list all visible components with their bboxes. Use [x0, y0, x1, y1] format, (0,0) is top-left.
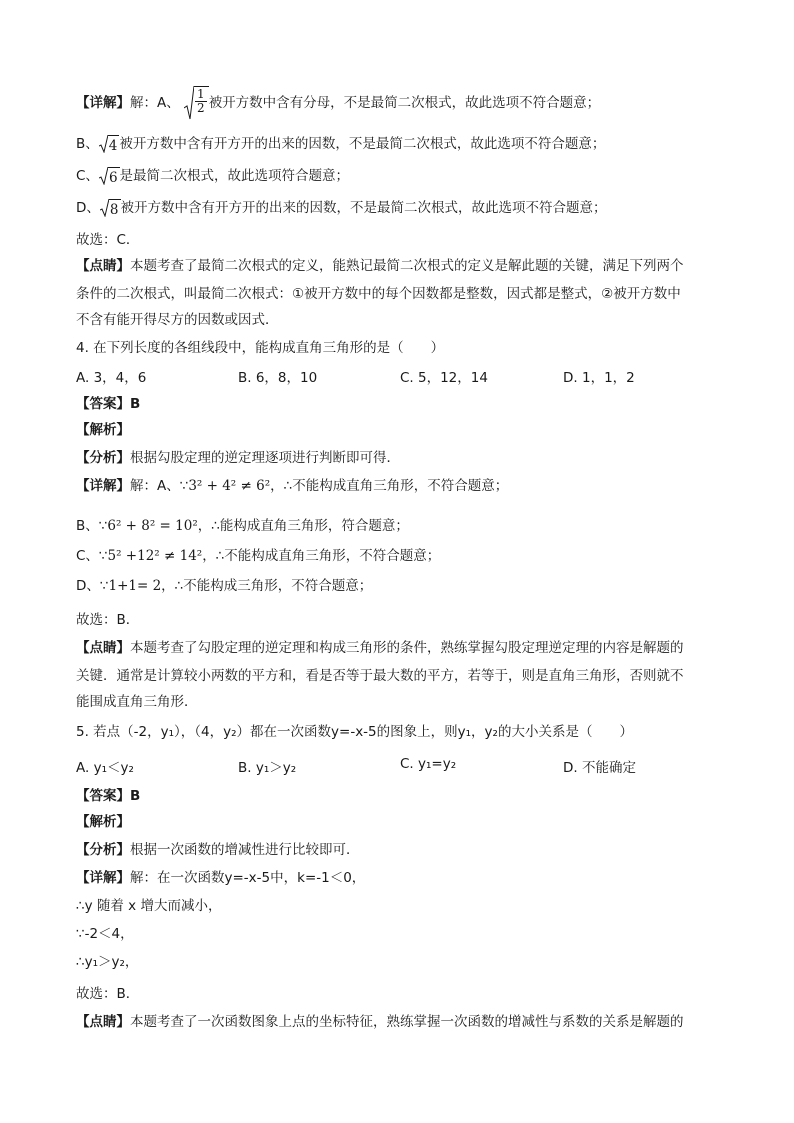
- q5-option-d: D. 不能确定: [563, 760, 636, 776]
- q4-detail-b: B、∵6² + 8² = 10²，∴能构成直角三角形，符合题意；: [76, 518, 409, 534]
- detail-tag: 【详解】: [76, 95, 130, 111]
- q5-option-a: A. y₁＜y₂: [76, 760, 134, 776]
- q3-choose: 故选：C．: [76, 232, 140, 248]
- equation: 1+1= 2: [108, 578, 162, 594]
- q4-option-a: A. 3，4，6: [76, 370, 147, 386]
- q5-option-b: B. y₁＞y₂: [238, 760, 297, 776]
- q3-comment-2: 条件的二次根式，叫最简二次根式：①被开方数中的每个因数都是整数，因式都是整式，②被开方数中: [76, 286, 681, 302]
- q5-analyze: 【分析】根据一次函数的增减性进行比较即可．: [76, 842, 360, 858]
- q3-detail-d: D、 8 被开方数中含有开方开的出来的因数，不是最简二次根式，故此选项不符合题意；: [76, 200, 607, 218]
- radical-sign-icon: [100, 199, 109, 217]
- q3-detail-c: C、 6 是最简二次根式，故此选项符合题意；: [76, 168, 350, 186]
- q4-option-d: D. 1，1，2: [563, 370, 635, 386]
- q5-choose: 故选：B．: [76, 986, 140, 1002]
- q5-detail-2: ∴y 随着 x 增大而减小，: [76, 898, 222, 914]
- q4-analyze: 【分析】根据勾股定理的逆定理逐项进行判断即可得．: [76, 450, 400, 466]
- radical-sign-icon: [99, 167, 108, 185]
- q4-comment-3: 能围成直角三角形．: [76, 694, 198, 710]
- radical-sign-icon: [99, 135, 108, 153]
- sqrt-half: $\frac{1}{2}$: [184, 86, 209, 120]
- q4-detail-a: 【详解】解：A、∵3² + 4² ≠ 6²，∴不能构成直角三角形，不符合题意；: [76, 478, 509, 494]
- q3-comment-3: 不含有能开得尽方的因数或因式．: [76, 312, 279, 328]
- equation: 5² +12² ≠ 14²: [107, 548, 203, 564]
- q5-detail-4: ∴y₁＞y₂，: [76, 954, 139, 970]
- q4-detail-c: C、∵5² +12² ≠ 14²，∴不能构成直角三角形，不符合题意；: [76, 548, 441, 564]
- q3-detail-b: B、 4 被开方数中含有开方开的出来的因数，不是最简二次根式，故此选项不符合题意；: [76, 136, 606, 154]
- q4-stem: 4. 在下列长度的各组线段中，能构成直角三角形的是（ ）: [76, 340, 445, 356]
- q5-option-c: C. y₁=y₂: [400, 756, 457, 772]
- q4-option-c: C. 5，12，14: [400, 370, 488, 386]
- q4-comment-1: 【点睛】本题考查了勾股定理的逆定理和构成三角形的条件，熟练掌握勾股定理逆定理的内容是解题的: [76, 640, 684, 656]
- q4-detail-d: D、∵1+1= 2，∴不能构成三角形，不符合题意；: [76, 578, 373, 594]
- sqrt-8: 8: [100, 199, 121, 217]
- equation: 6² + 8² = 10²: [107, 518, 198, 534]
- q3-comment-1: 【点睛】本题考查了最简二次根式的定义，能熟记最简二次根式的定义是解此题的关键，满足下列两个: [76, 258, 684, 274]
- radical-sign-icon: [184, 86, 194, 120]
- q4-analysis-heading: 【解析】: [76, 422, 130, 438]
- q4-answer: 【答案】B: [76, 396, 141, 412]
- sqrt-4: 4: [99, 135, 120, 153]
- q5-analysis-heading: 【解析】: [76, 814, 130, 830]
- equation: 3² + 4² ≠ 6²: [188, 478, 271, 494]
- q5-detail-3: ∵-2＜4，: [76, 926, 134, 942]
- sqrt-6: 6: [99, 167, 120, 185]
- q5-detail-1: 【详解】解：在一次函数y=-x-5中，k=-1＜0，: [76, 870, 366, 886]
- q5-answer: 【答案】B: [76, 788, 141, 804]
- q4-choose: 故选：B．: [76, 612, 140, 628]
- q4-comment-2: 关键．通常是计算较小两数的平方和，看是否等于最大数的平方，若等于，则是直角三角形，否则就不: [76, 668, 684, 684]
- q5-comment-1: 【点睛】本题考查了一次函数图象上点的坐标特征，熟练掌握一次函数的增减性与系数的关系是解题的: [76, 1014, 684, 1030]
- q5-stem: 5. 若点（-2，y₁），（4，y₂）都在一次函数y=-x-5的图象上，则y₁，y₂的大小关系是（ ）: [76, 724, 633, 740]
- q3-detail-a: 【详解】解：A、 $\frac{1}{2}$ 被开方数中含有分母，不是最简二次根式，故此选项不符合题意；: [76, 86, 600, 120]
- q4-option-b: B. 6，8，10: [238, 370, 318, 386]
